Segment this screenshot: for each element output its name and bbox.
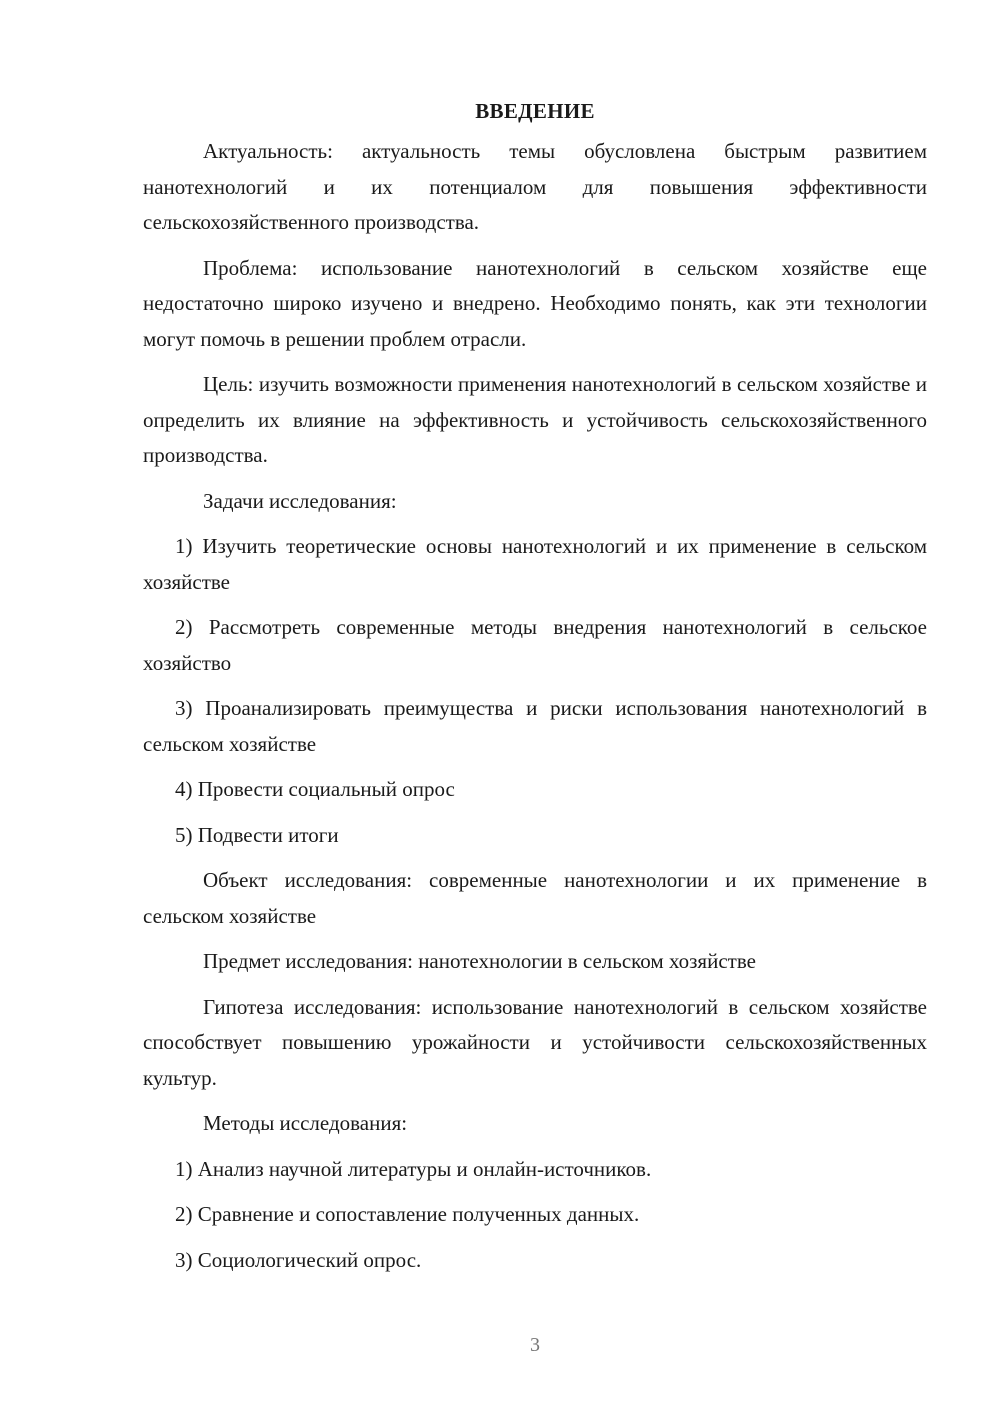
task-item-4: 4) Провести социальный опрос (175, 777, 455, 801)
document-page (143, 96, 927, 1288)
relevance-paragraph: Актуальность: актуальность темы обусловлена быстрым развитием нанотехнологий и их потенциалом для повышения эффективности сельскохозяйственного производства. (143, 139, 927, 234)
task-item-2: 2) Рассмотреть современные методы внедрения нанотехнологий в сельское хозяйство (143, 615, 927, 675)
section-title: ВВЕДЕНИЕ (475, 99, 595, 123)
method-item-2: 2) Сравнение и сопоставление полученных данных. (175, 1202, 640, 1226)
subject-paragraph: Предмет исследования: нанотехнологии в сельском хозяйстве (203, 949, 756, 973)
task-item-3: 3) Проанализировать преимущества и риски использования нанотехнологий в сельском хозяйстве (143, 696, 927, 756)
problem-paragraph: Проблема: использование нанотехнологий в сельском хозяйстве еще недостаточно широко изучено и внедрено. Необходимо понять, как эти технологии могут помочь в решении проблем отрасли. (143, 255, 927, 351)
task-item-5: 5) Подвести итоги (175, 822, 339, 847)
tasks-heading: Задачи исследования: (203, 488, 397, 513)
task-item-1: 1) Изучить теоретические основы нанотехнологий и их применение в сельском хозяйстве (143, 534, 927, 594)
object-paragraph: Объект исследования: современные нанотехнологии и их применение в сельском хозяйстве (143, 868, 927, 928)
page-number: 3 (530, 1334, 540, 1356)
goal-paragraph: Цель: изучить возможности применения нанотехнологий в сельском хозяйстве и определить их влияние на эффективность и устойчивость сельскохозяйственного производства. (143, 372, 927, 467)
method-item-3: 3) Социологический опрос. (175, 1247, 422, 1272)
methods-heading: Методы исследования: (203, 1111, 408, 1135)
method-item-1: 1) Анализ научной литературы и онлайн-источников. (175, 1156, 652, 1181)
hypothesis-paragraph: Гипотеза исследования: использование нанотехнологий в сельском хозяйстве способствует повышению урожайности и устойчивости сельскохозяйственных культур. (143, 994, 927, 1090)
